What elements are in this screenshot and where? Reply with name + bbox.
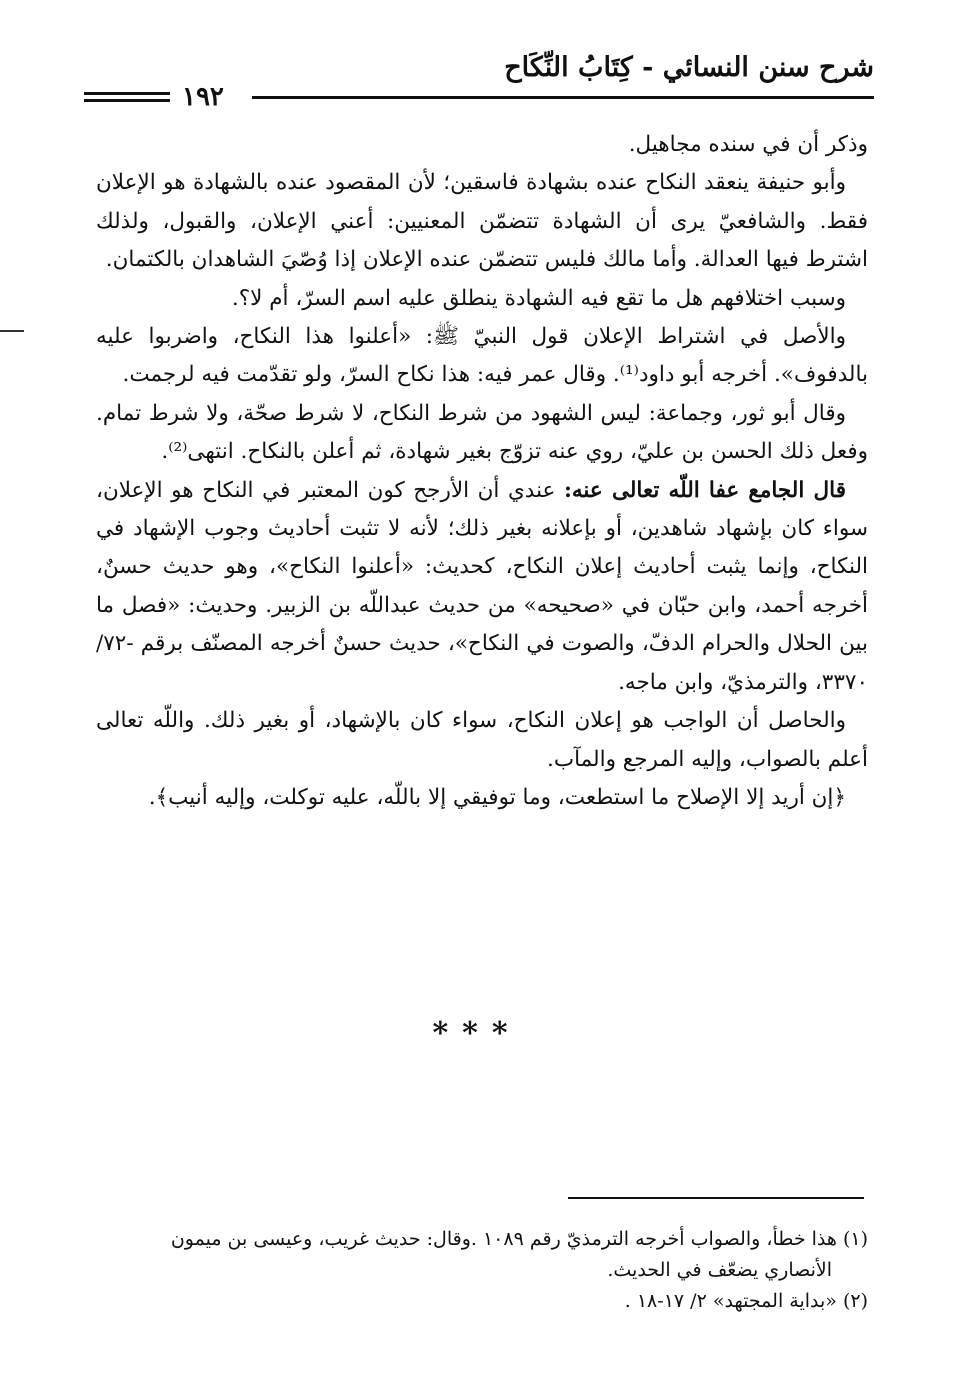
footnotes: [86, 1224, 868, 1317]
paragraph-8: ﴿إن أريد إلا الإصلاح ما استطعت، وما توفيقي إلا باللّه، عليه توكلت، وإليه أنيب﴾.: [148, 784, 846, 810]
page-number: ١٩٢: [182, 82, 224, 112]
header-rule-left-bottom: [84, 99, 170, 102]
header-rule: [252, 96, 874, 99]
paragraph-1: وذكر أن في سنده مجاهيل.: [628, 132, 868, 157]
paragraph-7: والحاصل أن الواجب هو إعلان النكاح، سواء كان بالإشهاد، أو بغير ذلك. واللّه تعالى أعلم بالصواب، وإليه المرجع والمآب.: [96, 708, 868, 772]
author-note-lead: قال الجامع عفا اللّه تعالى عنه:: [563, 477, 846, 503]
margin-mark: [0, 330, 24, 332]
running-header: [84, 52, 874, 110]
paragraph-4: والأصل في اشتراط الإعلان قول النبيّ ﷺ: «أعلنوا هذا النكاح، واضربوا عليه بالدفوف». أخرجه أبو داود⁽¹⁾. وقال عمر فيه: هذا نكاح السرّ، ولو تقدّمت فيه لرجمت.: [96, 324, 868, 388]
header-title: شرح سنن النسائي - كِتَابُ النِّكَاح: [504, 52, 874, 83]
main-text: [96, 126, 868, 817]
paragraph-3: وسبب اختلافهم هل ما تقع فيه الشهادة ينطلق عليه اسم السرّ، أم لا؟.: [231, 285, 846, 311]
paragraph-5: وقال أبو ثور، وجماعة: ليس الشهود من شرط النكاح، لا شرط صحّة، ولا شرط تمام. وفعل ذلك الحسن بن عليّ، روي عنه تزوّج بغير شهادة، ثم أعلن بالنكاح. انتهى⁽²⁾.: [96, 400, 868, 465]
paragraph-2: وأبو حنيفة ينعقد النكاح عنده بشهادة فاسقين؛ لأن المقصود عنده بالشهادة هو الإعلان فقط. والشافعيّ يرى أن الشهادة تتضمّن المعنيين: أعني الإعلان، والقبول، ولذلك اشترط فيها العدالة. وأما مالك فليس تتضمّن عنده الإعلان إذا وُصّيَ الشاهدان بالكتمان.: [96, 170, 868, 273]
footnote-1-continued: الأنصاري يضعّف في الحديث.: [607, 1259, 832, 1281]
paragraph-6: [96, 472, 868, 702]
footnote-2: (٢) «بداية المجتهد» ٢/ ١٧-١٨ .: [624, 1290, 868, 1312]
header-rule-left-top: [84, 92, 170, 95]
author-note-text: عندي أن الأرجح كون المعتبر في النكاح هو الإعلان، سواء كان بإشهاد شاهدين، أو بإعلانه بغير ذلك؛ لأنه لا تثبت أحاديث وجوب الإشهاد في النكاح، وإنما يثبت أحاديث إعلان النكاح، كحديث: «أعلنوا النكاح»، وهو حديث حسنٌ، أخرجه أحمد، وابن حبّان في «صحيحه» من حديث عبداللّه بن الزبير. وحديث: «فصل ما بين الحلال والحرام الدفّ، والصوت في النكاح»، حديث حسنٌ أخرجه المصنّف برقم -٧٢/ ٣٣٧٠، والترمذيّ، وابن ماجه.: [96, 477, 868, 695]
section-divider-stars: ***: [432, 1016, 522, 1051]
footnote-rule: [568, 1197, 864, 1199]
footnote-1: (١) هذا خطأ، والصواب أخرجه الترمذيّ رقم ١٠٨٩ .وقال: حديث غريب، وعيسى بن ميمون: [170, 1228, 868, 1250]
